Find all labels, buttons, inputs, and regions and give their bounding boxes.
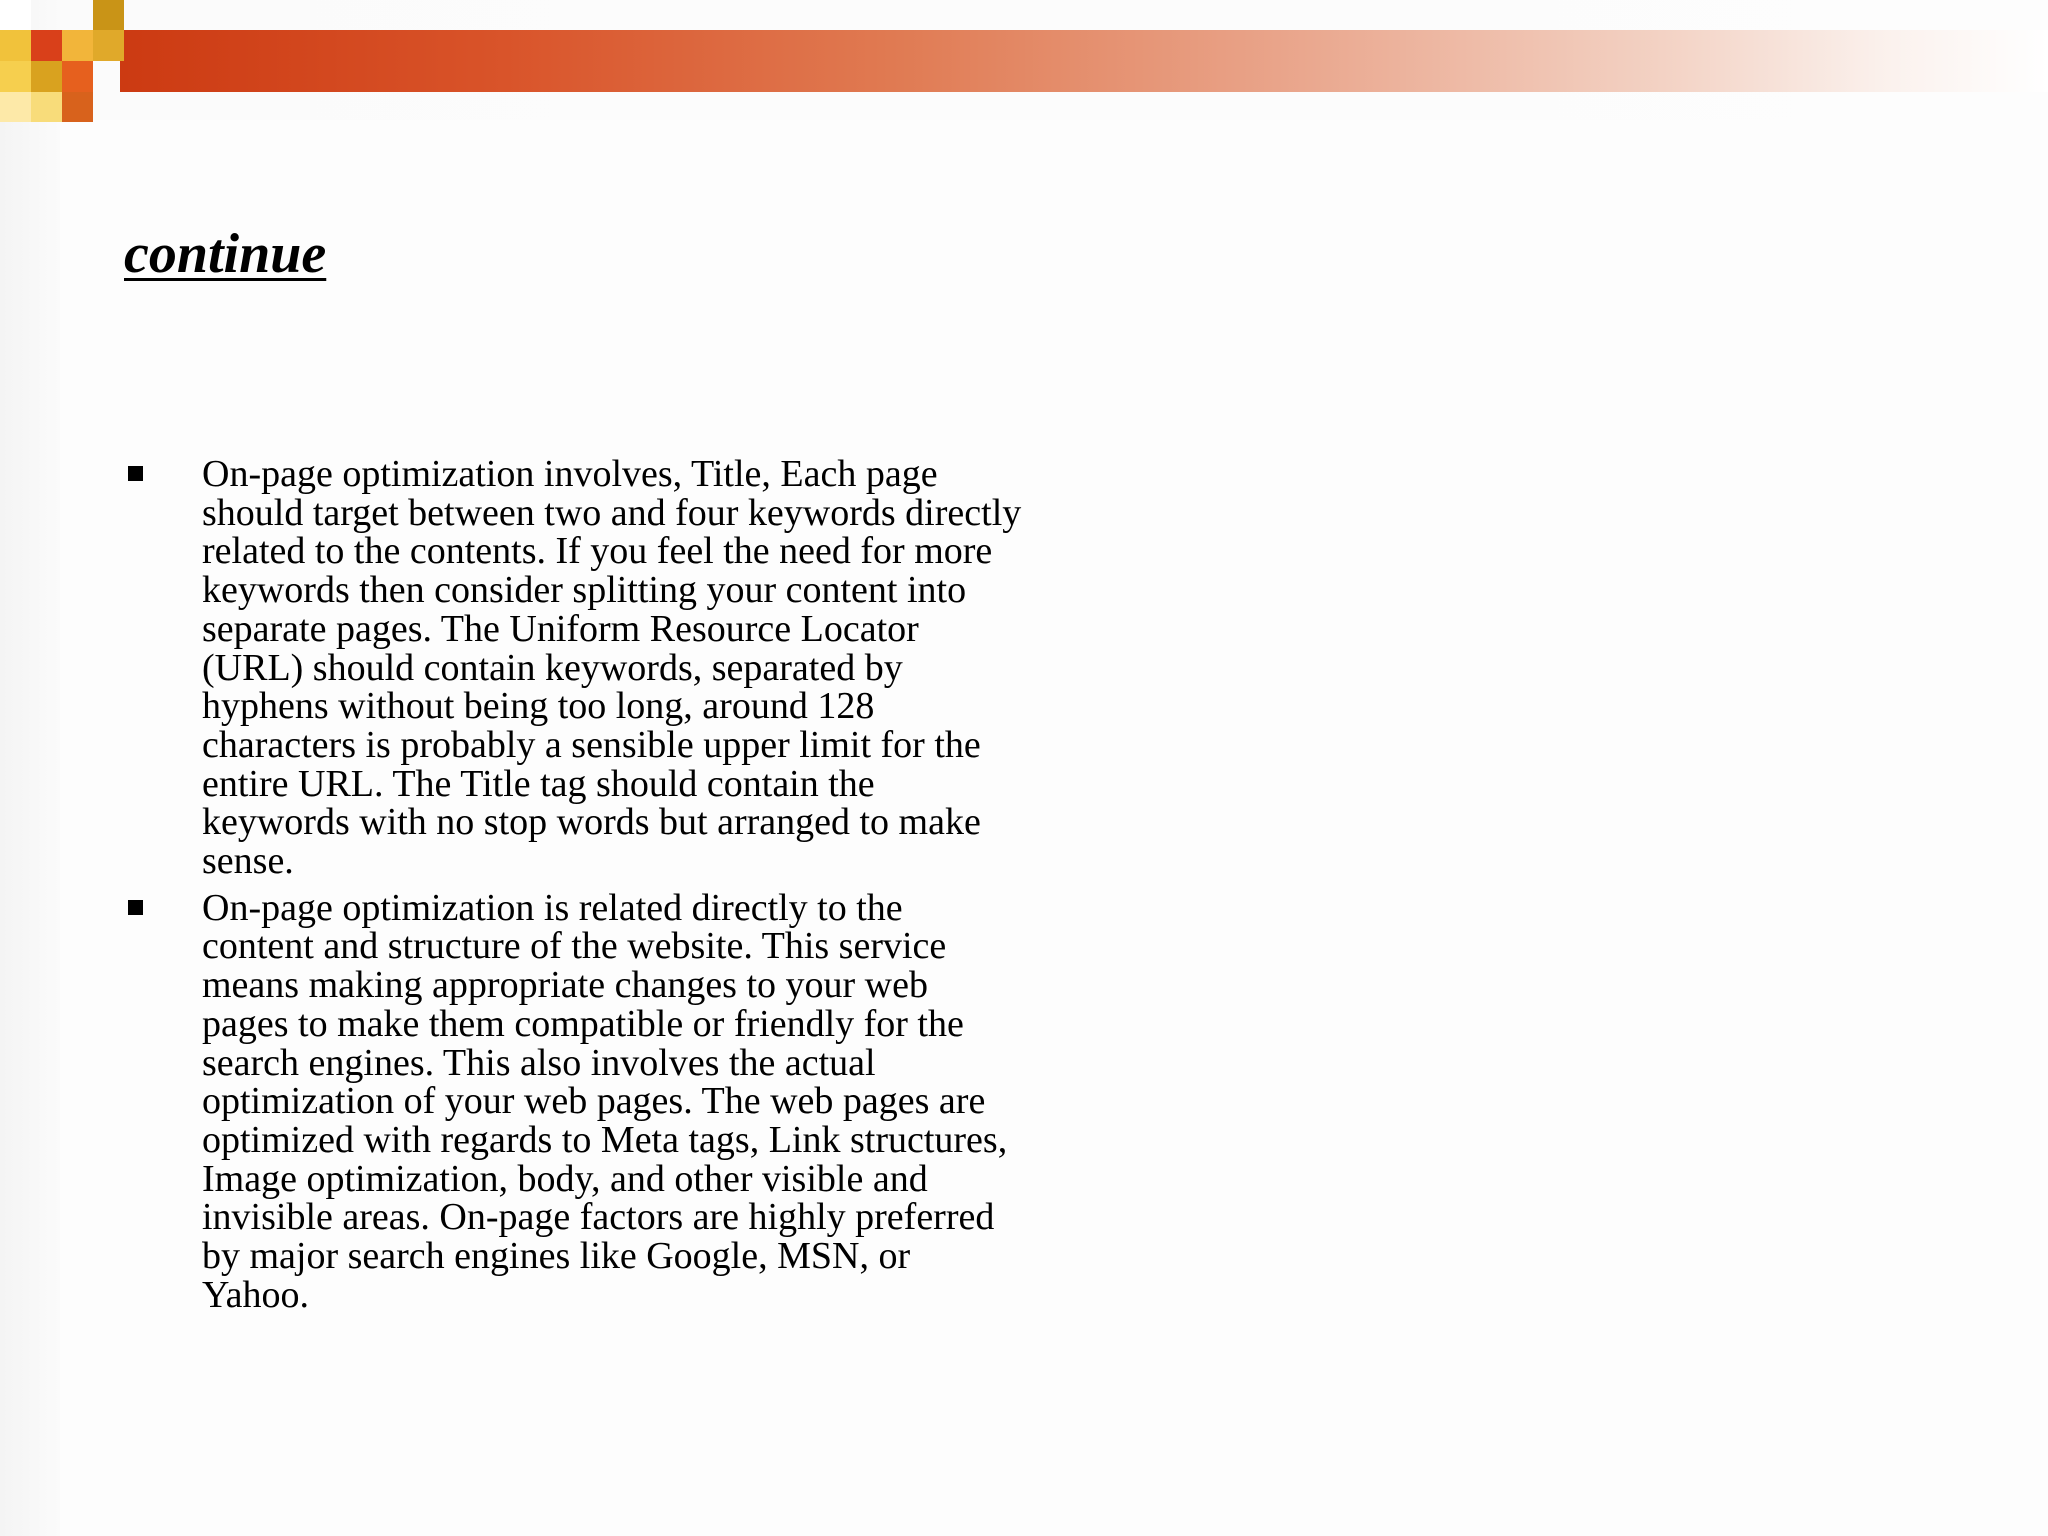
bullet-item <box>124 455 1024 881</box>
bullet-item <box>124 886 1024 1316</box>
decor-square <box>62 30 93 61</box>
square-bullet-icon <box>128 900 143 915</box>
decor-square <box>31 92 62 122</box>
decor-square <box>62 92 93 122</box>
bullet-text: On-page optimization involves, Title, Each page should target between two and four keywords directly related to the contents. If you feel the need for more keywords then consider splitting your content into separate pages. The Uniform Resource Locator (URL) should contain keywords, separated by hyphens without being too long, around 128 characters is probably a sensible upper limit for the entire URL. The Title tag should contain the keywords with no stop words but arranged to make sense. <box>202 453 1022 883</box>
decor-square <box>62 61 93 92</box>
decor-square <box>0 30 31 61</box>
decor-square <box>93 30 124 61</box>
decor-square <box>93 0 124 30</box>
square-bullet-icon <box>128 466 143 481</box>
decor-square <box>0 92 31 122</box>
slide-title: continue <box>124 223 327 285</box>
header-gradient-bar <box>120 30 2048 92</box>
decor-square <box>31 61 62 92</box>
decor-square <box>0 0 31 30</box>
decor-square <box>31 30 62 61</box>
decor-square <box>0 61 31 92</box>
bullet-list <box>124 455 1024 1322</box>
bullet-text: On-page optimization is related directly to the content and structure of the website. This service means making appropriate changes to your web pages to make them compatible or friendly for the search engines. This also involves the actual optimization of your web pages. The web pages are optimized with regards to Meta tags, Link structures, Image optimization, body, and other visible and invisible areas. On-page factors are highly preferred by major search engines like Google, MSN, or Yahoo. <box>202 886 1008 1316</box>
